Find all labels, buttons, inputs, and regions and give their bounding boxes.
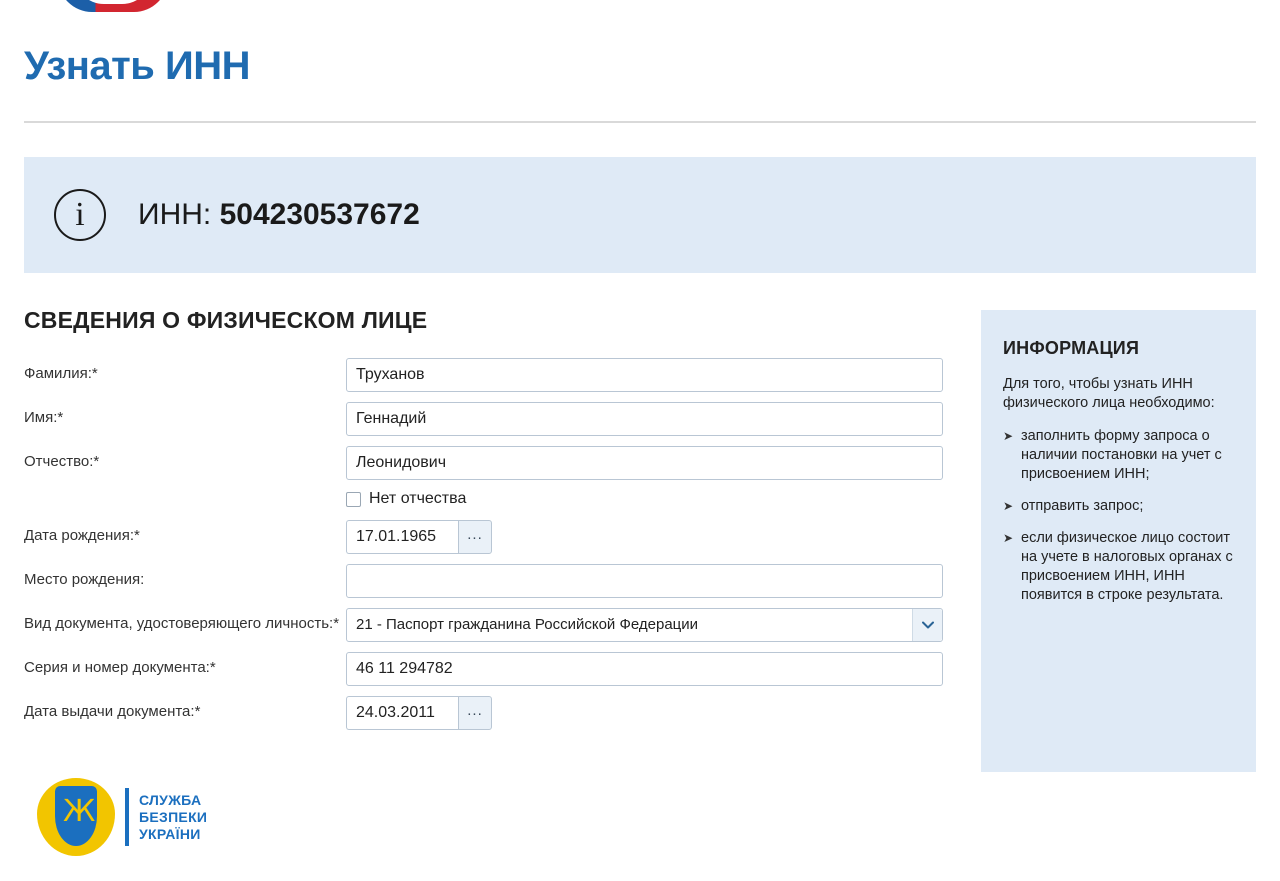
form-row-firstname xyxy=(24,402,954,436)
doctype-label: Вид документа, удостоверяющего личность:* xyxy=(24,615,340,632)
birthdate-input[interactable] xyxy=(346,520,458,554)
docdate-input[interactable] xyxy=(346,696,458,730)
docdate-label: Дата выдачи документа:* xyxy=(24,703,201,720)
information-panel-heading: ИНФОРМАЦИЯ xyxy=(1003,338,1140,358)
firstname-input[interactable] xyxy=(346,402,943,436)
middlename-label: Отчество:* xyxy=(24,453,100,470)
form-row-doctype xyxy=(24,608,954,642)
lastname-label: Фамилия:* xyxy=(24,365,98,382)
sbu-divider xyxy=(125,788,129,846)
form-row-docdate xyxy=(24,696,954,730)
lastname-input[interactable] xyxy=(346,358,943,392)
sbu-line-1: СЛУЖБА xyxy=(139,791,202,808)
list-item-text: если физическое лицо состоит на учете в налоговых органах с присвоением ИНН, ИНН появится в строке результата. xyxy=(1021,530,1233,603)
firstname-label: Имя:* xyxy=(24,409,64,426)
information-panel-list xyxy=(1003,427,1236,605)
result-text xyxy=(138,198,420,232)
information-panel xyxy=(981,310,1256,772)
no-middlename-checkbox[interactable] xyxy=(346,492,361,507)
sbu-line-3: УКРАЇНИ xyxy=(139,825,201,842)
result-value: 504230537672 xyxy=(219,198,420,231)
docnumber-label: Серия и номер документа:* xyxy=(24,659,216,676)
birthplace-input[interactable] xyxy=(346,564,943,598)
form-row-docnumber xyxy=(24,652,954,686)
info-circle-icon: i xyxy=(54,189,106,241)
result-banner xyxy=(24,157,1256,273)
list-item xyxy=(1003,497,1236,516)
docnumber-input[interactable] xyxy=(346,652,943,686)
birthdate-calendar-button[interactable]: ... xyxy=(458,520,492,554)
person-details-form xyxy=(24,358,954,740)
sbu-wordmark xyxy=(139,792,207,843)
form-row-lastname xyxy=(24,358,954,392)
list-item-text: отправить запрос; xyxy=(1021,498,1144,514)
doctype-selected-value: 21 - Паспорт гражданина Российской Федерации xyxy=(346,608,943,642)
docdate-field xyxy=(346,696,954,730)
form-row-no-middlename xyxy=(24,490,954,508)
form-row-birthdate xyxy=(24,520,954,554)
title-divider xyxy=(24,121,1256,123)
list-item-text: заполнить форму запроса о наличии постановки на учет с присвоением ИНН; xyxy=(1021,428,1222,482)
form-row-birthplace xyxy=(24,564,954,598)
arrow-right-icon: ➤ xyxy=(1003,499,1014,513)
no-middlename-label: Нет отчества xyxy=(369,490,467,507)
list-item xyxy=(1003,427,1236,484)
form-row-middlename xyxy=(24,446,954,480)
sbu-watermark xyxy=(33,776,253,858)
middlename-input[interactable] xyxy=(346,446,943,480)
information-panel-intro: Для того, чтобы узнать ИНН физического лица необходимо: xyxy=(1003,376,1215,411)
chevron-down-icon[interactable] xyxy=(912,609,942,641)
arrow-right-icon: ➤ xyxy=(1003,429,1014,443)
arrow-right-icon: ➤ xyxy=(1003,531,1014,545)
sbu-line-2: БЕЗПЕКИ xyxy=(139,808,208,825)
birthdate-field xyxy=(346,520,954,554)
doctype-select[interactable] xyxy=(346,608,943,642)
sbu-emblem-icon xyxy=(33,776,119,858)
list-item xyxy=(1003,529,1236,605)
section-heading: СВЕДЕНИЯ О ФИЗИЧЕСКОМ ЛИЦЕ xyxy=(24,307,428,333)
result-label: ИНН: xyxy=(138,198,212,231)
docdate-calendar-button[interactable]: ... xyxy=(458,696,492,730)
birthdate-label: Дата рождения:* xyxy=(24,527,140,544)
page-title: Узнать ИНН xyxy=(24,44,250,88)
tryzub-icon: Ж xyxy=(63,794,96,829)
site-logo-icon xyxy=(58,0,168,12)
birthplace-label: Место рождения: xyxy=(24,571,145,588)
